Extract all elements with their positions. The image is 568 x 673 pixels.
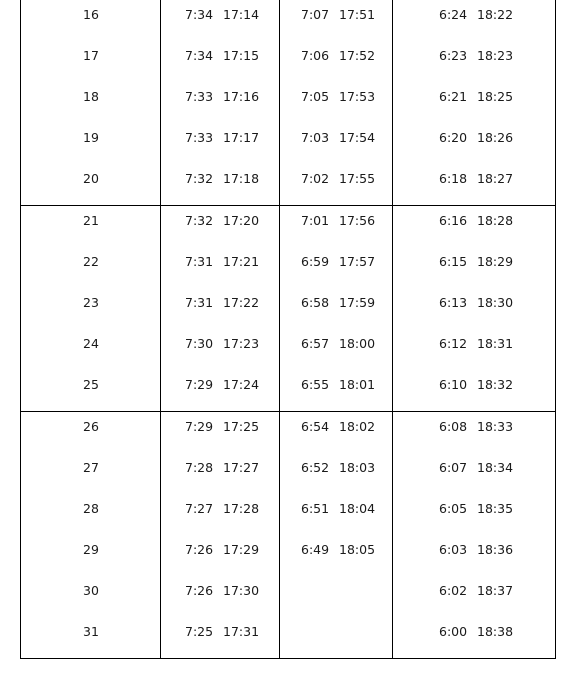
time-entry: [280, 82, 392, 123]
sunset-time: 17:27: [223, 460, 260, 475]
time-entry: [393, 247, 555, 288]
sunset-time: 17:55: [339, 171, 376, 186]
sunrise-time: 6:02: [439, 583, 468, 598]
time-entry: [161, 0, 279, 41]
time-entry: [280, 247, 392, 288]
time-entry: [280, 576, 392, 617]
sunrise-time: 6:10: [439, 377, 468, 392]
day-entry: [21, 123, 160, 164]
sunrise-time: 6:21: [439, 89, 468, 104]
sunrise-time: 6:03: [439, 542, 468, 557]
sunrise-time: 6:49: [301, 542, 330, 557]
sunrise-time: 7:03: [301, 130, 330, 145]
sunset-time: 18:32: [477, 377, 514, 392]
sunrise-time: 7:32: [185, 213, 214, 228]
time-entry: [161, 370, 279, 411]
day-column-cell: [21, 206, 161, 412]
table-row: [21, 0, 556, 206]
day-entry: [21, 412, 160, 453]
day-number: 22: [83, 254, 99, 269]
sunrise-time: 6:15: [439, 254, 468, 269]
time-entry: [393, 41, 555, 82]
day-column-cell: [21, 0, 161, 206]
time-entry: [393, 0, 555, 41]
sunset-time: 18:37: [477, 583, 514, 598]
sunset-time: 17:15: [223, 48, 260, 63]
sunset-time: 18:28: [477, 213, 514, 228]
sunset-time: 17:22: [223, 295, 260, 310]
sunrise-time: 6:51: [301, 501, 330, 516]
day-entry: [21, 247, 160, 288]
time-entry: [280, 206, 392, 247]
time-entry: [393, 617, 555, 658]
day-number: 21: [83, 213, 99, 228]
sunrise-time: 7:30: [185, 336, 214, 351]
sunset-time: 18:27: [477, 171, 514, 186]
time-entry: [393, 453, 555, 494]
day-number: 28: [83, 501, 99, 516]
sunrise-time: 7:34: [185, 7, 214, 22]
sunrise-time: 6:18: [439, 171, 468, 186]
sunset-time: 17:23: [223, 336, 260, 351]
time-entry: [161, 494, 279, 535]
sunset-time: 18:22: [477, 7, 514, 22]
time-entry: [280, 288, 392, 329]
time-entry: [161, 535, 279, 576]
sunset-time: 17:51: [339, 7, 376, 22]
day-entry: [21, 288, 160, 329]
time-entry: [393, 370, 555, 411]
day-group: [21, 0, 556, 206]
day-number: 27: [83, 460, 99, 475]
sunset-time: 17:52: [339, 48, 376, 63]
table-row: [21, 206, 556, 412]
day-number: 19: [83, 130, 99, 145]
sunset-time: 18:30: [477, 295, 514, 310]
sunrise-time: 7:33: [185, 89, 214, 104]
time-entry: [393, 412, 555, 453]
sunrise-time: 6:24: [439, 7, 468, 22]
day-entry: [21, 82, 160, 123]
sunrise-time: 7:31: [185, 295, 214, 310]
time-entry: [393, 329, 555, 370]
mar-column-cell: [393, 412, 556, 659]
day-number: 30: [83, 583, 99, 598]
sunrise-time: 7:06: [301, 48, 330, 63]
sunrise-time: 7:31: [185, 254, 214, 269]
day-entry: [21, 370, 160, 411]
sunset-time: 18:01: [339, 377, 376, 392]
sunrise-time: 6:16: [439, 213, 468, 228]
time-entry: [161, 247, 279, 288]
day-number: 31: [83, 624, 99, 639]
sunrise-time: 6:13: [439, 295, 468, 310]
day-number: 20: [83, 171, 99, 186]
time-entry: [393, 494, 555, 535]
time-entry: [161, 288, 279, 329]
sunset-time: 18:38: [477, 624, 514, 639]
sunset-time: 17:20: [223, 213, 260, 228]
time-entry: [161, 82, 279, 123]
sunrise-time: 6:05: [439, 501, 468, 516]
day-number: 25: [83, 377, 99, 392]
sunset-time: 17:21: [223, 254, 260, 269]
jan-column-cell: [161, 206, 280, 412]
time-entry: [393, 206, 555, 247]
sunrise-time: 6:52: [301, 460, 330, 475]
sunrise-sunset-table-page: [20, 0, 555, 660]
time-entry: [393, 576, 555, 617]
day-group: [21, 412, 556, 659]
time-entry: [280, 329, 392, 370]
sunset-time: 17:14: [223, 7, 260, 22]
sunset-time: 18:29: [477, 254, 514, 269]
sunset-time: 17:25: [223, 419, 260, 434]
sunset-time: 17:16: [223, 89, 260, 104]
feb-column-cell: [280, 412, 393, 659]
time-entry: [161, 164, 279, 205]
sunrise-time: 6:00: [439, 624, 468, 639]
feb-column-cell: [280, 206, 393, 412]
sunset-time: 18:04: [339, 501, 376, 516]
time-entry: [393, 164, 555, 205]
feb-column-cell: [280, 0, 393, 206]
sunset-time: 17:57: [339, 254, 376, 269]
sunrise-time: 6:58: [301, 295, 330, 310]
sunset-time: 17:18: [223, 171, 260, 186]
sunrise-time: 7:32: [185, 171, 214, 186]
sunset-time: 17:56: [339, 213, 376, 228]
sunset-time: 18:33: [477, 419, 514, 434]
time-entry: [161, 206, 279, 247]
jan-column-cell: [161, 0, 280, 206]
time-entry: [280, 0, 392, 41]
sunrise-time: 6:07: [439, 460, 468, 475]
sunrise-time: 6:54: [301, 419, 330, 434]
time-entry: [393, 535, 555, 576]
sunset-time: 18:35: [477, 501, 514, 516]
sunrise-time: 7:02: [301, 171, 330, 186]
day-entry: [21, 617, 160, 658]
time-entry: [393, 82, 555, 123]
time-entry: [280, 370, 392, 411]
sunrise-time: 7:29: [185, 377, 214, 392]
day-entry: [21, 494, 160, 535]
day-number: 17: [83, 48, 99, 63]
time-entry: [161, 617, 279, 658]
time-entry: [393, 288, 555, 329]
sunrise-time: 7:34: [185, 48, 214, 63]
sunset-time: 17:17: [223, 130, 260, 145]
mar-column-cell: [393, 206, 556, 412]
sunset-time: 17:28: [223, 501, 260, 516]
jan-column-cell: [161, 412, 280, 659]
time-entry: [280, 453, 392, 494]
sunset-time: 18:25: [477, 89, 514, 104]
day-number: 24: [83, 336, 99, 351]
sunset-time: 17:24: [223, 377, 260, 392]
sunrise-time: 6:55: [301, 377, 330, 392]
sunset-time: 18:31: [477, 336, 514, 351]
sunrise-time: 7:26: [185, 542, 214, 557]
time-entry: [161, 453, 279, 494]
sunrise-time: 7:05: [301, 89, 330, 104]
time-entry: [280, 123, 392, 164]
sunset-time: 18:05: [339, 542, 376, 557]
sunset-time: 17:31: [223, 624, 260, 639]
sunset-time: 17:53: [339, 89, 376, 104]
sunset-time: 17:29: [223, 542, 260, 557]
time-entry: [280, 164, 392, 205]
sunset-time: 18:36: [477, 542, 514, 557]
sunrise-time: 7:07: [301, 7, 330, 22]
sunrise-sunset-table: [20, 0, 556, 659]
sunrise-time: 7:29: [185, 419, 214, 434]
sunset-time: 17:54: [339, 130, 376, 145]
day-entry: [21, 453, 160, 494]
day-entry: [21, 535, 160, 576]
day-entry: [21, 206, 160, 247]
sunset-time: 18:23: [477, 48, 514, 63]
sunrise-time: 6:57: [301, 336, 330, 351]
sunrise-time: 7:26: [185, 583, 214, 598]
sunrise-time: 6:20: [439, 130, 468, 145]
time-entry: [161, 123, 279, 164]
sunrise-time: 6:23: [439, 48, 468, 63]
sunrise-time: 6:12: [439, 336, 468, 351]
day-entry: [21, 329, 160, 370]
time-entry: [161, 329, 279, 370]
sunrise-time: 7:25: [185, 624, 214, 639]
mar-column-cell: [393, 0, 556, 206]
sunrise-time: 6:59: [301, 254, 330, 269]
day-number: 29: [83, 542, 99, 557]
sunrise-time: 6:08: [439, 419, 468, 434]
day-entry: [21, 0, 160, 41]
sunset-time: 18:26: [477, 130, 514, 145]
sunrise-time: 7:01: [301, 213, 330, 228]
sunset-time: 18:03: [339, 460, 376, 475]
time-entry: [280, 617, 392, 658]
day-number: 18: [83, 89, 99, 104]
day-number: 16: [83, 7, 99, 22]
day-number: 23: [83, 295, 99, 310]
day-number: 26: [83, 419, 99, 434]
table-row: [21, 412, 556, 659]
time-entry: [161, 41, 279, 82]
sunrise-time: 7:28: [185, 460, 214, 475]
sunset-time: 18:02: [339, 419, 376, 434]
sunset-time: 18:00: [339, 336, 376, 351]
day-entry: [21, 164, 160, 205]
day-column-cell: [21, 412, 161, 659]
day-entry: [21, 41, 160, 82]
sunrise-time: 7:27: [185, 501, 214, 516]
time-entry: [280, 41, 392, 82]
time-entry: [280, 535, 392, 576]
time-entry: [280, 412, 392, 453]
time-entry: [280, 494, 392, 535]
sunset-time: 17:59: [339, 295, 376, 310]
day-group: [21, 206, 556, 412]
sunrise-time: 7:33: [185, 130, 214, 145]
sunset-time: 18:34: [477, 460, 514, 475]
time-entry: [161, 412, 279, 453]
sunset-time: 17:30: [223, 583, 260, 598]
time-entry: [393, 123, 555, 164]
time-entry: [161, 576, 279, 617]
day-entry: [21, 576, 160, 617]
